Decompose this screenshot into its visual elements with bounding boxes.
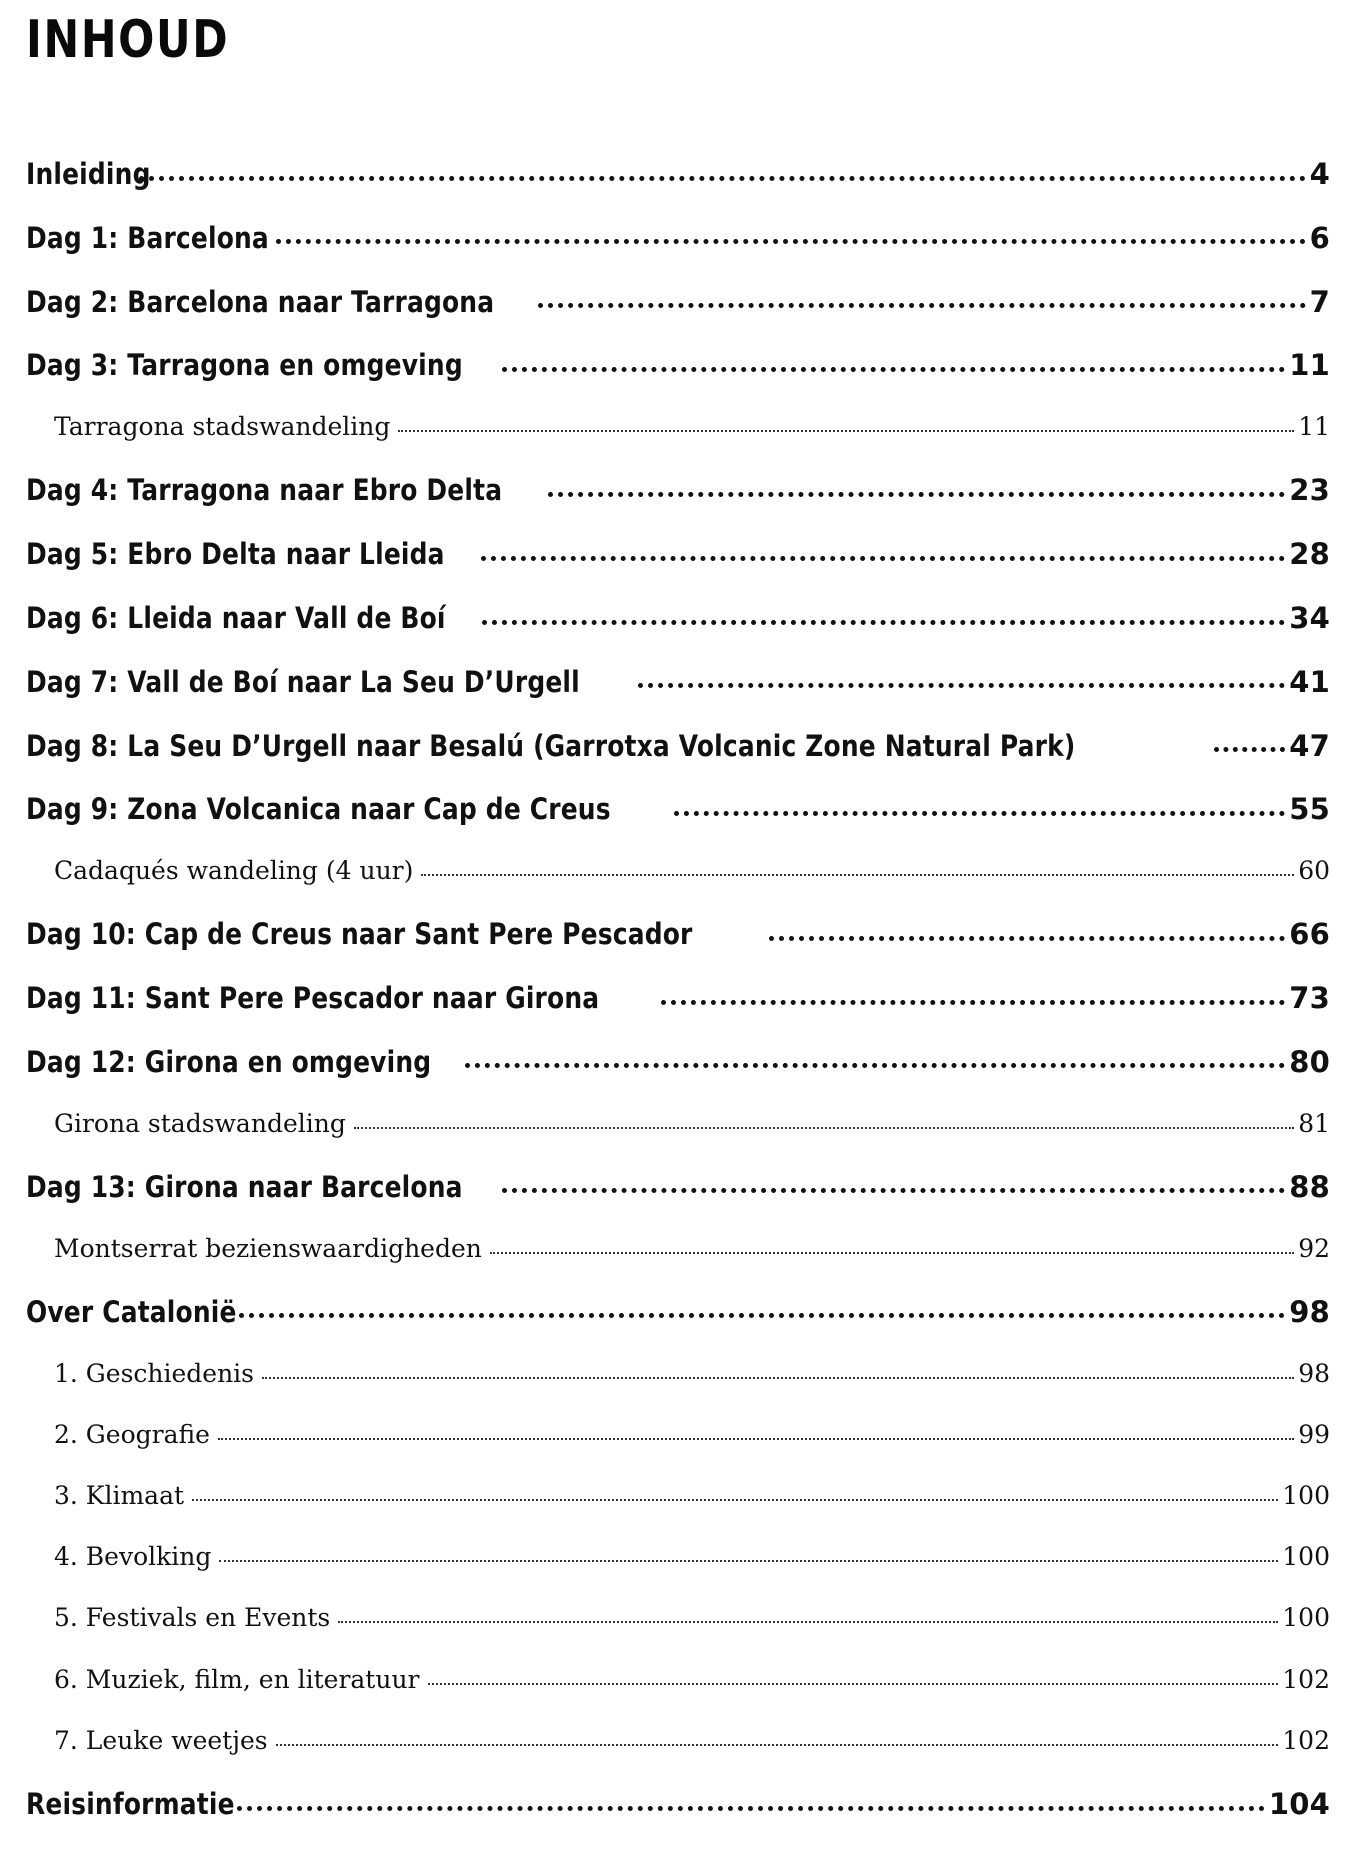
toc-entry-label: Dag 4: Tarragona naar Ebro Delta: [26, 473, 503, 508]
toc-subentry[interactable]: [26, 410, 1330, 471]
toc-entry-label: Dag 8: La Seu D’Urgell naar Besalú (Garrotxa Volcanic Zone Natural Park): [26, 728, 1076, 763]
toc-page-number: 100: [1282, 1603, 1330, 1633]
toc-page-number: 81: [1298, 1108, 1330, 1138]
toc-entry-label: Dag 1: Barcelona: [26, 220, 269, 255]
toc-subentry[interactable]: [26, 1107, 1330, 1168]
toc-entry[interactable]: [26, 535, 1330, 599]
toc-entry[interactable]: [26, 979, 1330, 1043]
dot-leader: [481, 535, 1285, 564]
toc-entry-label: Dag 12: Girona en omgeving: [26, 1044, 432, 1079]
toc-entry-label: Dag 7: Vall de Boí naar La Seu D’Urgell: [26, 664, 580, 699]
dot-leader: [674, 790, 1285, 819]
toc-entry-label: Dag 5: Ebro Delta naar Lleida: [26, 537, 445, 572]
toc-page-number: 11: [1289, 348, 1330, 383]
toc-page-number: 73: [1289, 981, 1330, 1016]
dot-leader: [1214, 727, 1285, 756]
toc-entry[interactable]: [26, 915, 1330, 979]
toc-entry-label: Cadaqués wandeling (4 uur): [54, 856, 414, 886]
toc-subentry[interactable]: [26, 1540, 1330, 1601]
toc-page-number: 99: [1298, 1419, 1330, 1449]
toc-entry-label: Dag 3: Tarragona en omgeving: [26, 348, 463, 383]
dot-leader: [502, 1168, 1286, 1197]
dot-leader: [237, 1785, 1265, 1814]
page-title: INHOUD: [26, 10, 230, 70]
toc-entry[interactable]: [26, 155, 1330, 219]
toc-entry[interactable]: [26, 727, 1330, 791]
toc-page-number: 23: [1289, 473, 1330, 508]
toc-entry[interactable]: [26, 471, 1330, 535]
toc-subentry[interactable]: [26, 854, 1330, 915]
dot-leader: [465, 1043, 1285, 1072]
toc-entry-label: 6. Muziek, film, en literatuur: [54, 1664, 420, 1694]
toc-entry[interactable]: [26, 663, 1330, 727]
toc-entry[interactable]: [26, 790, 1330, 854]
toc-page-number: 55: [1289, 792, 1330, 827]
toc-subentry[interactable]: [26, 1232, 1330, 1293]
dot-leader: [769, 915, 1285, 944]
toc-entry-label: 1. Geschiedenis: [54, 1358, 255, 1388]
toc-entry-label: Inleiding: [26, 157, 151, 191]
toc-page-number: 100: [1282, 1542, 1330, 1572]
toc-entry-label: 2. Geografie: [54, 1419, 210, 1449]
toc-subentry[interactable]: [26, 1663, 1330, 1724]
dot-leader: [354, 1107, 1294, 1132]
toc-page-number: 11: [1298, 412, 1330, 442]
toc-page-number: 102: [1282, 1725, 1330, 1755]
dot-leader: [661, 979, 1286, 1008]
toc-subentry[interactable]: [26, 1479, 1330, 1540]
toc-entry-label: Dag 2: Barcelona naar Tarragona: [26, 284, 495, 319]
dot-leader: [276, 1724, 1279, 1749]
toc-entry[interactable]: [26, 1043, 1330, 1107]
toc-entry-label: 5. Festivals en Events: [54, 1603, 331, 1633]
dot-leader: [239, 1293, 1285, 1322]
toc-entry-label: Dag 6: Lleida naar Vall de Boí: [26, 600, 446, 635]
toc-page-number: 100: [1282, 1481, 1330, 1511]
toc-subentry[interactable]: [26, 1357, 1330, 1418]
toc-subentry[interactable]: [26, 1418, 1330, 1479]
toc-page-number: 98: [1298, 1358, 1330, 1388]
dot-leader: [192, 1479, 1278, 1504]
toc-page-number: 34: [1289, 600, 1330, 635]
toc-entry-label: 7. Leuke weetjes: [54, 1725, 268, 1755]
toc-page-number: 80: [1289, 1044, 1330, 1079]
dot-leader: [262, 1357, 1294, 1382]
toc-page-number: 4: [1309, 157, 1330, 191]
toc-entry-label: 3. Klimaat: [54, 1481, 185, 1511]
toc-page-number: 88: [1289, 1169, 1330, 1204]
dot-leader: [139, 155, 1306, 184]
toc-page-number: 7: [1309, 284, 1330, 319]
dot-leader: [502, 346, 1285, 375]
dot-leader: [538, 283, 1305, 312]
toc-page-number: 66: [1289, 917, 1330, 952]
toc-entry-label: Dag 11: Sant Pere Pescador naar Girona: [26, 981, 600, 1016]
toc-entry[interactable]: [26, 599, 1330, 663]
toc-page-number: 98: [1289, 1294, 1330, 1329]
toc-entry-label: Dag 13: Girona naar Barcelona: [26, 1169, 463, 1204]
toc-subentry[interactable]: [26, 1601, 1330, 1662]
toc-entry[interactable]: [26, 1168, 1330, 1232]
dot-leader: [421, 854, 1294, 879]
dot-leader: [276, 219, 1305, 248]
dot-leader: [218, 1418, 1294, 1443]
toc-entry-label: Reisinformatie: [26, 1787, 235, 1822]
table-of-contents: [26, 155, 1330, 1849]
toc-entry[interactable]: [26, 346, 1330, 410]
toc-page-number: 92: [1298, 1233, 1330, 1263]
toc-entry-label: Over Catalonië: [26, 1294, 237, 1329]
dot-leader: [638, 663, 1285, 692]
toc-page-number: 6: [1309, 220, 1330, 255]
toc-entry-label: Dag 10: Cap de Creus naar Sant Pere Pescador: [26, 917, 693, 952]
toc-entry[interactable]: [26, 219, 1330, 283]
toc-entry-label: Montserrat bezienswaardigheden: [54, 1233, 482, 1263]
dot-leader: [490, 1232, 1294, 1257]
toc-page-number: 41: [1289, 664, 1330, 699]
dot-leader: [548, 471, 1286, 500]
toc-entry-label: Girona stadswandeling: [54, 1108, 346, 1138]
toc-page-number: 60: [1298, 856, 1330, 886]
toc-entry-label: Tarragona stadswandeling: [54, 412, 391, 442]
dot-leader: [219, 1540, 1278, 1565]
toc-page-number: 28: [1289, 537, 1330, 572]
toc-page-number: 102: [1282, 1664, 1330, 1694]
toc-page-number: 104: [1268, 1787, 1330, 1822]
toc-entry-label: 4. Bevolking: [54, 1542, 212, 1572]
toc-subentry[interactable]: [26, 1724, 1330, 1785]
dot-leader: [338, 1601, 1278, 1626]
toc-entry[interactable]: [26, 283, 1330, 347]
toc-entry-label: Dag 9: Zona Volcanica naar Cap de Creus: [26, 792, 611, 827]
toc-entry[interactable]: [26, 1785, 1330, 1849]
dot-leader: [482, 599, 1285, 628]
toc-page-number: 47: [1289, 728, 1330, 763]
dot-leader: [428, 1663, 1279, 1688]
toc-entry[interactable]: [26, 1293, 1330, 1357]
dot-leader: [398, 410, 1294, 435]
